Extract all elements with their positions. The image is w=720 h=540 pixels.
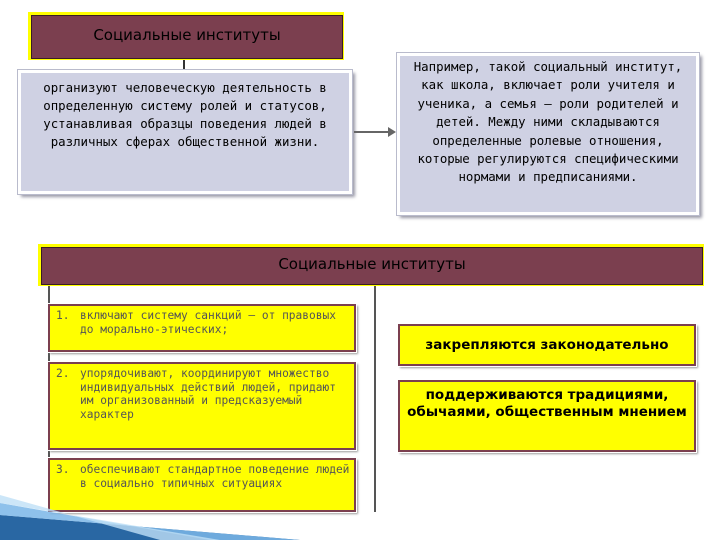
left-description-box: организуют человеческую деятельность в определенную систему ролей и статусов, устанавливая образцы поведения людей в различных сферах общественной жизни. [18, 70, 352, 194]
list-item [48, 304, 356, 352]
right-connector-line [374, 286, 376, 512]
list-item [48, 362, 356, 450]
item-text: упорядочивают, координируют множество индивидуальных действий людей, придают им организованный и предсказуемый характер [80, 367, 336, 421]
item-text: обеспечивают стандартное поведение людей в социально типичных ситуациях [80, 463, 350, 490]
tradition-box: поддерживаются традициями, обычаями, общественным мнением [398, 380, 696, 452]
mid-title: Социальные институты [41, 247, 703, 285]
right-arrow-icon [388, 127, 396, 137]
mid-title-frame [38, 244, 704, 286]
item-number: 1. [56, 309, 70, 322]
item-number: 2. [56, 367, 70, 380]
item-text: включают систему санкций — от правовых до морально-этических; [80, 309, 336, 336]
right-arrow-line [354, 131, 390, 133]
top-title: Социальные институты [31, 15, 343, 59]
top-title-frame [28, 12, 344, 60]
item-number: 3. [56, 463, 70, 476]
right-example-box: Например, такой социальный институт, как школа, включает роли учителя и ученика, а семья — роли родителей и детей. Между ними складываются определенные ролевые отношения, которые регулируются специфическими нормами и предписаниями. [397, 53, 699, 215]
legal-box: закрепляются законодательно [398, 324, 696, 366]
decorative-wedge [0, 455, 300, 540]
